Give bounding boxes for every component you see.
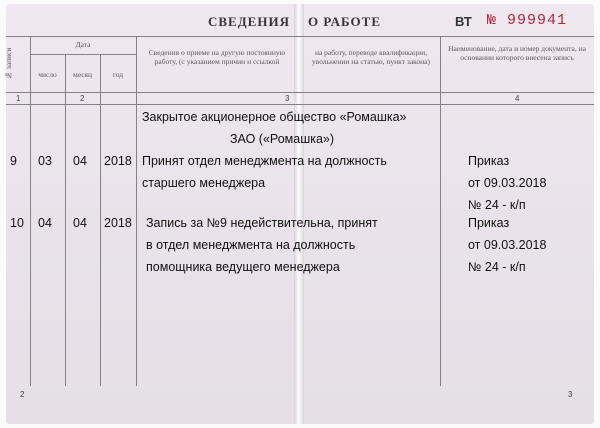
col-line-4	[136, 36, 137, 386]
col-line-5	[440, 36, 441, 386]
page-number-left: 2	[20, 390, 25, 399]
col-line-3	[100, 54, 101, 386]
header-document: Наименование, дата и номер документа, на основании которого внесена запись	[448, 44, 586, 62]
left-page	[6, 4, 296, 424]
r9-day: 03	[38, 154, 52, 168]
r10-record-no: 10	[10, 216, 24, 230]
series-prefix: ВТ	[455, 14, 472, 29]
header-bottom-line	[6, 92, 594, 93]
r10-day: 04	[38, 216, 52, 230]
colnum-2: 2	[80, 94, 85, 103]
r10-year: 2018	[104, 216, 132, 230]
header-month: месяц	[72, 70, 93, 79]
header-year: год	[112, 70, 124, 79]
r9-text-line1: Принят отдел менеджмента на должность	[142, 154, 387, 168]
org-name-line1: Закрытое акционерное общество «Ромашка»	[142, 110, 407, 124]
r9-month: 04	[73, 154, 87, 168]
r10-text-line2: в отдел менеджмента на должность	[146, 238, 356, 252]
r9-doc-line1: Приказ	[468, 154, 510, 168]
right-page	[302, 4, 594, 424]
title-right: О РАБОТЕ	[308, 14, 381, 29]
header-date: Дата	[75, 40, 91, 49]
r10-doc-line1: Приказ	[468, 216, 510, 230]
col-line-1	[30, 36, 31, 386]
colnum-3: 3	[285, 94, 290, 103]
serial-number: № 999941	[487, 12, 568, 29]
col-line-2	[65, 54, 66, 386]
date-divider-line	[30, 54, 136, 55]
colnum-1: 1	[16, 94, 21, 103]
colnum-4: 4	[515, 94, 520, 103]
header-day: число	[38, 70, 57, 79]
header-info-right: на работу, переводе квалификации, увольнении на статью, пункт закона)	[311, 48, 431, 66]
table-top-line	[6, 36, 594, 37]
r10-month: 04	[73, 216, 87, 230]
r9-doc-line2: от 09.03.2018	[468, 176, 547, 190]
r9-doc-line3: № 24 - к/п	[468, 198, 526, 212]
colnum-bottom-line	[6, 104, 594, 105]
r10-doc-line3: № 24 - к/п	[468, 260, 526, 274]
page-number-right: 3	[568, 390, 573, 399]
header-info-left: Сведения о приеме на другую постоянную работу, (с указанием причин и ссылкой	[148, 48, 286, 66]
book-spine	[294, 4, 304, 424]
r10-doc-line2: от 09.03.2018	[468, 238, 547, 252]
r9-record-no: 9	[10, 154, 17, 168]
title-left: СВЕДЕНИЯ	[208, 14, 290, 29]
org-name-line2: ЗАО («Ромашка»)	[230, 132, 335, 146]
r9-year: 2018	[104, 154, 132, 168]
r10-text-line1: Запись за №9 недействительна, принят	[146, 216, 378, 230]
r10-text-line3: помощника ведущего менеджера	[146, 260, 340, 274]
header-record-no: № записи	[4, 47, 13, 81]
r9-text-line2: старшего менеджера	[142, 176, 266, 190]
